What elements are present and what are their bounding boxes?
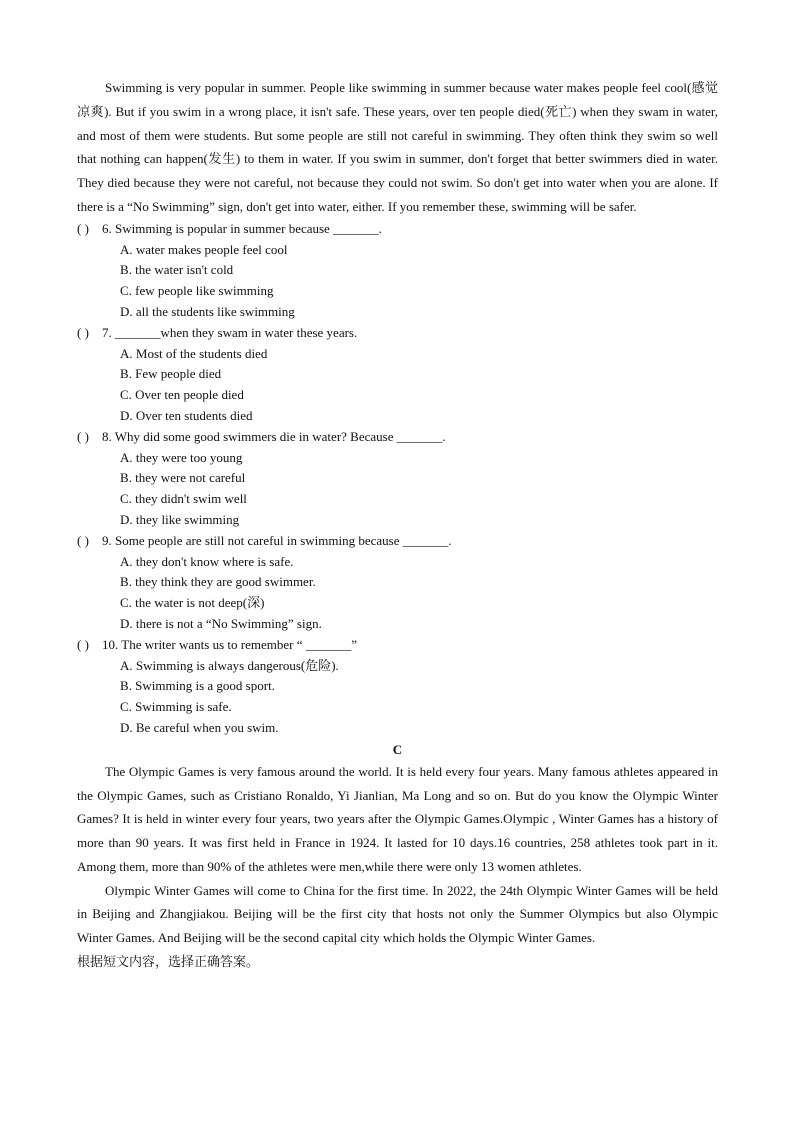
section-c-paragraph-2: Olympic Winter Games will come to China for the first time. In 2022, the 24th Olympic Winter Games will be held in Beijing and Zhangjiakou. Beijing will be the first city that hosts not only the Summer Olympics but also Olympic Winter Games. And Beijing will be the second capital city which holds the Olympic Winter Games.	[77, 882, 718, 946]
question-block-10	[77, 635, 718, 739]
question-6	[77, 219, 718, 240]
question-block-9	[77, 531, 718, 635]
option-6b: B. the water isn't cold	[120, 262, 234, 278]
answer-blank-6[interactable]: ( )	[77, 220, 89, 236]
question-9	[77, 531, 718, 552]
passage-b-paragraph: Swimming is very popular in summer. People like swimming in summer because water makes people feel cool(感觉凉爽). But if you swim in a wrong place, it isn't safe. These years, over ten people died(死亡) when they swam in water, and most of them were students. But some people are still not careful in swimming. They often think they swim so well that nothing can happen(发生) to them in water. If you swim in summer, don't forget that better swimmers died in water. They died because they were not careful, not because they could not swim. So don't get into water when you are alone. If there is a “No Swimming” sign, don't get into water, either. If you remember these, swimming will be safer.	[77, 80, 718, 214]
option-8b: B. they were not careful	[120, 470, 246, 486]
section-c-heading: C	[392, 741, 403, 757]
option-10a: A. Swimming is always dangerous(危险).	[120, 657, 339, 673]
option-7a: A. Most of the students died	[120, 345, 268, 361]
option-10b: B. Swimming is a good sport.	[120, 678, 275, 694]
question-stem-8: 8. Why did some good swimmers die in water? Because _______.	[102, 428, 446, 444]
question-block-6	[77, 219, 718, 323]
answer-blank-10[interactable]: ( )	[77, 636, 89, 652]
option-9c: C. the water is not deep(深)	[120, 595, 265, 611]
option-7d: D. Over ten students died	[120, 407, 253, 423]
question-stem-10: 10. The writer wants us to remember “ _______”	[102, 636, 357, 652]
question-8	[77, 427, 718, 448]
option-10c: C. Swimming is safe.	[120, 699, 232, 715]
option-6c: C. few people like swimming	[120, 283, 274, 299]
option-9a: A. they don't know where is safe.	[120, 553, 294, 569]
question-10	[77, 635, 718, 656]
answer-blank-8[interactable]: ( )	[77, 428, 89, 444]
option-10d: D. Be careful when you swim.	[120, 719, 279, 735]
question-stem-6: 6. Swimming is popular in summer because _______.	[102, 220, 382, 236]
content-area	[77, 76, 718, 974]
option-8c: C. they didn't swim well	[120, 491, 247, 507]
option-9d: D. there is not a “No Swimming” sign.	[120, 615, 322, 631]
option-8a: A. they were too young	[120, 449, 243, 465]
section-c-instruction: 根据短文内容，选择正确答案。	[77, 955, 260, 971]
section-c-paragraph-1: The Olympic Games is very famous around the world. It is held every four years. Many famous athletes appeared in the Olympic Games, such as Cristiano Ronaldo, Yi Jianlian, Ma Long and so on. But do you know the Olympic Winter Games? It is held in winter every four years, two years after the Olympic Games.Olympic , Winter Games has a history of more than 90 years. It was first held in France in 1924. It lasted for 10 days.16 countries, 258 athletes took part in it. Among them, more than 90% of the athletes were men,while there were only 13 women athletes.	[77, 763, 718, 874]
question-stem-9: 9. Some people are still not careful in swimming because _______.	[102, 532, 452, 548]
option-9b: B. they think they are good swimmer.	[120, 574, 316, 590]
question-stem-7: 7. _______when they swam in water these years.	[102, 324, 358, 340]
answer-blank-9[interactable]: ( )	[77, 532, 89, 548]
answer-blank-7[interactable]: ( )	[77, 324, 89, 340]
option-6d: D. all the students like swimming	[120, 303, 295, 319]
option-6a: A. water makes people feel cool	[120, 241, 288, 257]
option-7c: C. Over ten people died	[120, 387, 244, 403]
option-7b: B. Few people died	[120, 366, 222, 382]
option-8d: D. they like swimming	[120, 511, 240, 527]
question-block-7	[77, 323, 718, 427]
question-7	[77, 323, 718, 344]
question-block-8	[77, 427, 718, 531]
